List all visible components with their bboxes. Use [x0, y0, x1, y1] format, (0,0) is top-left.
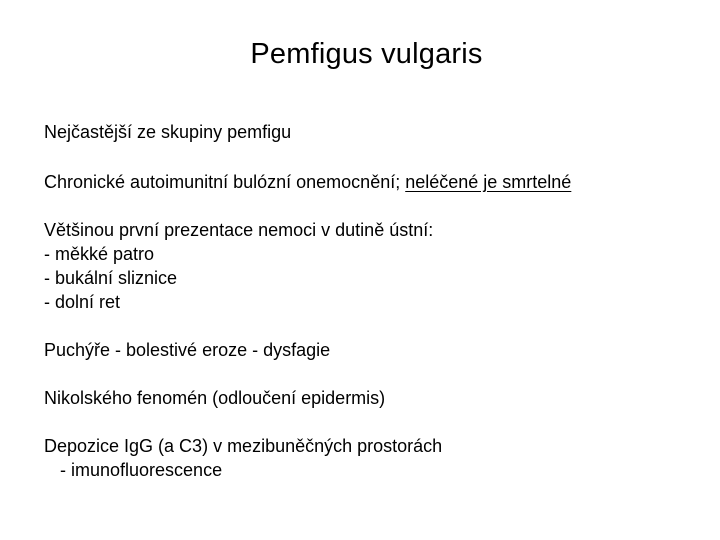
bullet-line-2: [44, 170, 571, 194]
bullet-line-3: Většinou první prezentace nemoci v dutině ústní:: [44, 220, 434, 240]
bullet-line-1: Nejčastější ze skupiny pemfigu: [44, 122, 292, 142]
bullet-line-4: Puchýře - bolestivé eroze - dysfagie: [44, 340, 331, 360]
bullet-line-6: Depozice IgG (a C3) v mezibuněčných prostorách: [44, 436, 443, 456]
slide-title: Pemfigus vulgaris: [250, 38, 483, 70]
emphasis-text: neléčené je smrtelné: [405, 172, 572, 192]
sub-item-2: - bukální sliznice: [44, 268, 178, 288]
sub-item-immunofluorescence: - imunofluorescence: [60, 460, 223, 480]
sub-item-3: - dolní ret: [44, 292, 121, 312]
bullet-line-5: Nikolského fenomén (odloučení epidermis): [44, 388, 386, 408]
bullet-line-2-text: Chronické autoimunitní bulózní onemocnění;: [44, 172, 406, 192]
sub-item-1: - měkké patro: [44, 244, 155, 264]
